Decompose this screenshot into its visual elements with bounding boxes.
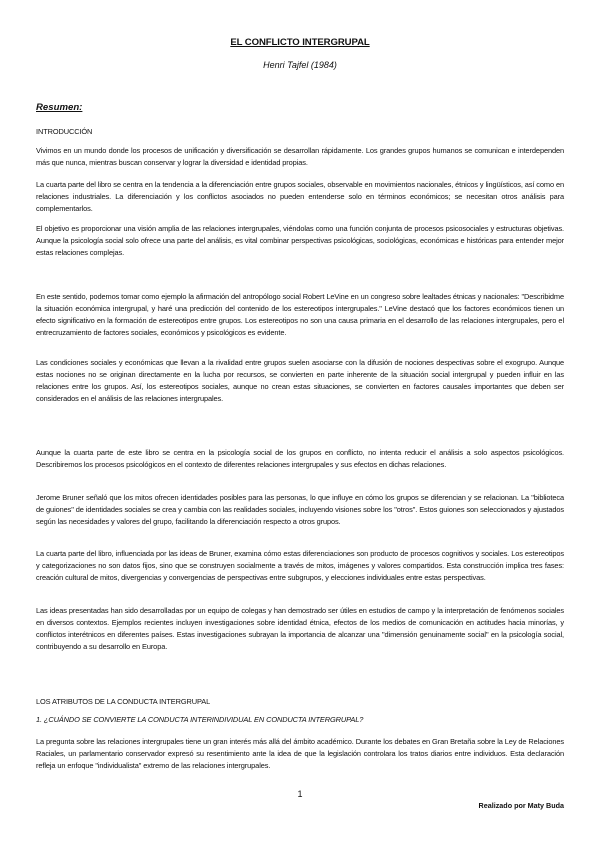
document-title: EL CONFLICTO INTERGRUPAL	[230, 37, 370, 48]
paragraph: La pregunta sobre las relaciones intergrupales tiene un gran interés más allá del ámbito académico. Durante los debates en Gran Bretaña sobre la Ley de Relaciones Raciales, un parlamentario conservador expresó su resentimiento ante la idea de que la legislación controlara los tratos diarios entre individuos. Esta declaración refleja un enfoque "individualista" extremo de las relaciones intergrupales.	[36, 737, 564, 770]
summary-heading: Resumen:	[36, 102, 83, 113]
document-author: Henri Tajfel (1984)	[263, 60, 337, 70]
intro-heading: INTRODUCCIÓN	[36, 127, 93, 136]
attributes-heading: LOS ATRIBUTOS DE LA CONDUCTA INTERGRUPAL	[36, 697, 211, 706]
paragraph: Aunque la cuarta parte de este libro se centra en la psicología social de los grupos en conflicto, no intenta reducir el análisis a solo aspectos psicológicos. Describiremos los procesos psicológicos en el contexto de diferentes relaciones intergrupales y sus efectos en dichas relaciones.	[36, 448, 564, 469]
page-number: 1	[297, 789, 303, 799]
paragraph: Jerome Bruner señaló que los mitos ofrecen identidades posibles para las personas, lo que influye en cómo los grupos se diferencian y se relacionan. La "biblioteca de guiones" de identidades sociales se crea y cambia con las realidades sociales, incluyendo visiones sobre los "otros". Estos guiones son seleccionados y ajustados según las necesidades y valores del grupo, facilitando la diferenciación respecto a otros grupos.	[36, 493, 564, 526]
paragraph: Las condiciones sociales y económicas que llevan a la rivalidad entre grupos suelen asociarse con la difusión de nociones despectivas sobre el exogrupo. Aunque estas nociones no se originan directamente en la lucha por recursos, se convierten en parte inherente de la situación social intergrupal y pueden influir en las relaciones entre los grupos. Así, los estereotipos sociales, aunque no crean estas situaciones, se convierten en factores causales importantes que deben ser considerados en el análisis de las relaciones intergrupales.	[36, 358, 564, 403]
paragraph: El objetivo es proporcionar una visión amplia de las relaciones intergrupales, viéndolas como una función conjunta de procesos psicosociales y estructuras objetivas. Aunque la psicología social solo ofrece una parte del análisis, es vital combinar perspectivas psicológicas, sociológicas, económicas e históricas para entender mejor estas relaciones complejas.	[36, 224, 564, 257]
footer-credit: Realizado por Maty Buda	[478, 801, 564, 810]
paragraph: Las ideas presentadas han sido desarrolladas por un equipo de colegas y han demostrado ser útiles en estudios de campo y la interpretación de fenómenos sociales en diversos contextos. Ejemplos recientes incluyen investigaciones sobre identidad étnica, efectos de los medios de comunicación en actitudes hacia minorías, y conflictos interétnicos en diferentes países. Estas investigaciones subrayan la importancia de alcanzar una "dimensión genuinamente social" en la psicología social, contribuyendo a su desarrollo en Europa.	[36, 606, 564, 651]
paragraph: En este sentido, podemos tomar como ejemplo la afirmación del antropólogo social Robert LeVine en un congreso sobre lealtades étnicas y nacionales: "Describidme la situación económica intergrupal, y haré una predicción del contenido de los estereotipos intergrupales." LeVine destacó que los factores económicos tienen un efecto significativo en la formación de estereotipos entre grupos. Los estereotipos no son una causa primaria en el desarrollo de las relaciones intergrupales, pero el entrecruzamiento de factores sociales, económicos y psicológicos es evidente.	[36, 292, 564, 337]
paragraph: La cuarta parte del libro se centra en la tendencia a la diferenciación entre grupos sociales, observable en movimientos nacionales, étnicos y lingüísticos, así como en relaciones industriales. La diferenciación y los conflictos asociados no pueden entenderse solo en términos económicos; se necesitan otros análisis para complementarlos.	[36, 180, 564, 213]
attributes-subheading: 1. ¿CUÁNDO SE CONVIERTE LA CONDUCTA INTERINDIVIDUAL EN CONDUCTA INTERGRUPAL?	[36, 715, 364, 724]
paragraph: Vivimos en un mundo donde los procesos de unificación y diversificación se desarrollan rápidamente. Los grandes grupos humanos se comunican e interdependen más que nunca, mientras buscan conservar y lograr la diversidad e identidad propias.	[36, 146, 564, 167]
paragraph: La cuarta parte del libro, influenciada por las ideas de Bruner, examina cómo estas diferenciaciones son producto de procesos cognitivos y sociales. Los estereotipos y categorizaciones no son datos fijos, sino que se construyen socialmente a través de mitos, imágenes y valores compartidos. Esta construcción implica tres fases: creación cultural de mitos, divergencias y convergencias de perspectivas entre subgrupos, y elecciones individuales entre estas perspectivas.	[36, 549, 564, 582]
